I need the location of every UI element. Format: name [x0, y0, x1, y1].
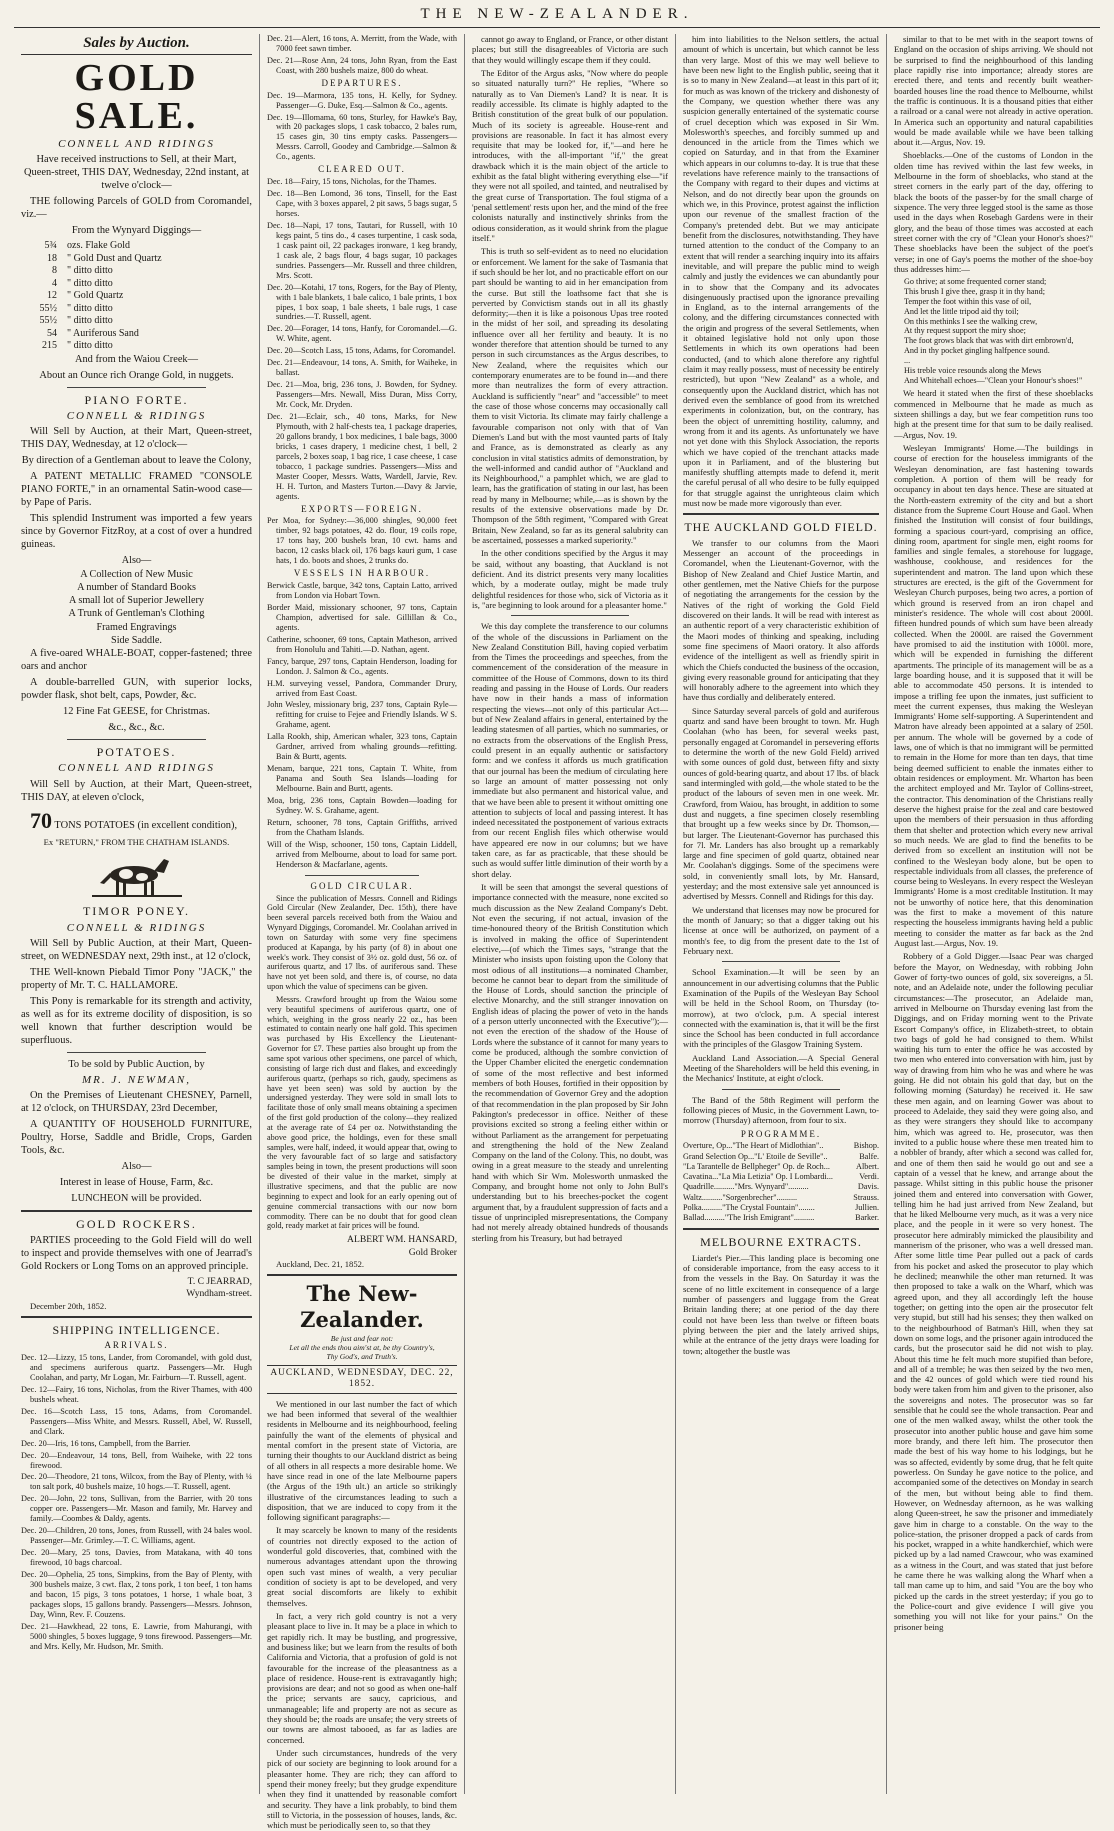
- pony-description: THE Well-known Piebald Timor Pony "JACK," the property of Mr. T. C. HALLAMORE.: [21, 966, 252, 991]
- poem: [894, 277, 1093, 385]
- piano-item: A small lot of Superior Jewellery: [69, 595, 204, 607]
- editorial-para: It will be seen that amongst the several questions of importance connected with the measure, none excited so much discussion as the New Zealand Company's Debt. Not even the securing, if not actual, invasion of the time-honoured theory of the British Constitution which is involved in making the office of Superintendent elective,—(of which the Times says, "strange that the Minister who insists upon foisting upon the Colony that most odious of all institutions—a nominated Chamber, become he cannot bear to depart from the similitude of the House of Lords, should sanction the principle of elective Monarchy, and the still stranger innovation on English ideas of placing the power of veto in the hands of a person utterly unconnected with the Executive");—not even the erection of the shadow of the House of Lords where the substance of it cannot for many years to come be produced, although the sombre conviction of the Upper Chamber elicited the energetic condemnation of some of the most reflective and best informed members of both Houses, fortified in their opposition by the recommendation of Governor Grey and the adoption of that recommendation in the plan proposed by Sir John Pakington's predecessor in office. Neither of these provisions excited so strong a feeling either within or without Parliament as the arrangement for perpetuating and strengthening the hold of the New Zealand Company on the land of the Colony. This, no doubt, was owing in a great measure to the steady and unrelenting hand with which Sir Wm. Molesworth unmasked the Company, and brought home not only to John Bull's understanding but to his breeches-pocket the cogent argument that, by a fraudulent suppression of facts and a tissue of unprincipled misrepresentations, the Company had not merely already obtained hundreds of thousands sterling from his Treasury, but had betrayed: [472, 882, 668, 1243]
- rockers-signature: T. C JEARRAD,: [187, 1275, 252, 1287]
- pony-intro: Will Sell by Public Auction, at their Mart, Queen-street, on WEDNESDAY next, 29th inst., at 12 o'clock,: [21, 937, 252, 962]
- piano-firm: CONNELL & RIDINGS: [66, 410, 207, 423]
- robbery-para: Robbery of a Gold Digger.—Isaac Pear was charged before the Mayor, on Wednesday, with robbing John Gower of forty-two ounces of gold, six sovereigns, a 5l. note, and an Adelaide note, under the following peculiar circumstances:—The prosecutor, an Adelaide man, arrived in Melbourne on Thursday evening last from the Diggings, and on Friday morning went to the Private Escort Company's office, in Elizabeth-street, to obtain two bags of gold he had consigned to them. Whilst waiting his turn to enter the office he was accosted by two men who entered into conversation with him, just by way of drawing from him who he was and where he was going. He did not obtain his gold that day, but on the following morning (Saturday) he received it. He saw these men again, and on learning Gower was about to proceed to Adelaide, they said they were going also, and as they were strangers they should like to accompany him, which was agreed to. He, prosecutor, was then invited to a public house where these men treated him to a nobbler of brandy, after which a second was called for, and one of them then said he would go out and see a captain of a vessel that he knew, and arrange about the passage. Whilst sitting in this public house the prisoner joined them and entered into conversation with Gower, telling him he had just arrived from New Zealand, but that he liked Melbourne very much, as it was a very nice place, and the people in it were so very honest. The prosecutor here admirably mimicked the plausibility and mannerism of the prisoner, who was a well dressed man. After some little time Pear pulled out a pack of cards from his pocket and asked the prosecutor to play which he declined; meanwhile the other man returned. It was then proposed to take a walk on the Wharf, which was agreed upon, and they all accordingly left the house together; on getting into the open air the prosecutor felt very stupid, but still had his senses; they then walked on to the neighbourhood of Batman's Hill, when they sat down on some logs, and the prisoner again introduced the cards, but the prosecutor said he did not wish to play. About this time he felt much more stupified than before, and all of a tremble; he was then seized by the two men, and the 42 ounces of gold which were tied round his body were taken from him and given to the prisoner, also the sovereigns and notes. The prosecutor was so far sensible that he could see the whole transaction. Pear and one of the men walked away, whilst the other took the prosecutor into another public house and gave him some more brandy, and there left him. The prosecutor then made the best of his way home to his lodgings, but he was so affected, evidently by some drug, that he felt quite powerless. On Sunday he gave notice to the police, and accompanied some of the detectives on Monday in search of the men, but without being able to find them. However, on Wednesday afternoon, as he was walking along Queen-street, he saw the prisoner and immediately gave him in charge to a constable. On the way to the police-station, the prisoner dropped a pack of cards from his pocket, wrapped in a white handkerchief, which were picked up by a lad named Crawcour, who was examined as a witness in the Court, and was stated that just before he came there he was walking along the Wharf when a tall man came up to him, and said "You are the boy who picked up the cards in the street yesterday; if you go to the Police-court and give evidence I will give you something you will not like for your pains." On the prisoner being: [894, 951, 1093, 1632]
- gold-lot: 55½ " ditto ditto: [39, 302, 113, 314]
- dateline: AUCKLAND, WEDNESDAY, DEC. 22, 1852.: [267, 1365, 457, 1394]
- list-item: Dec. 20—John, 22 tons, Sullivan, from the Barrier, with 20 tons copper ore. Passengers—Mr. Mason and family, Mr. Harvey and family.—Coombes & Daldy, agents.: [21, 1494, 252, 1524]
- band-para: The Band of the 58th Regiment will perform the following pieces of Music, in the Government Lawn, to-morrow (Thursday) afternoon, from four to six.: [683, 1094, 879, 1126]
- editorial-para: We this day complete the transference to our columns of the whole of the discussions in Parliament on the New Zealand Constitution Bill, having copied verbatim from the Times the proceedings and speeches, from the commencement of the consideration of the measure in committee of the House of Commons, down to its third reading and passing in the House of Lords. Our readers have now in their hands a mass of information respecting the views—not only of this particular Act—but of New Zealand affairs in general, entertained by the leading statesmen of all parties, which no summaries, or no extracts from the observations of the English Press, could present in an equally authentic or satisfactory form: and we confess it affords us much gratification that our journal has been the medium of circulating here so large an amount of matter possessing not only immediate but also permanent and historical value, and that we have been able to present it without omitting one attention to subjects of local and passing interest. It has indeed necessitated the postponement of various extracts from our recent English files which otherwise would have appeared ere now in our columns; but we have taken care, as far as practicable, that these should be such as would suffer little diminution of their worth by a short delay.: [472, 621, 668, 879]
- cleared-heading: CLEARED OUT.: [318, 164, 406, 175]
- list-item: Dec. 21—Moa, brig, 236 tons, J. Bowden, for Sydney. Passengers—Mrs. Newall, Miss Duran, Miss Corry, Mr. Cock, Mr. Dryden.: [267, 380, 457, 410]
- gold-from-wynyard: From the Wynyard Diggings—: [71, 225, 202, 237]
- divider: [305, 875, 419, 876]
- gold-from-waiou: And from the Waiou Creek—: [74, 353, 199, 365]
- list-item: Dec. 21—Eclair, sch., 40 tons, Marks, for New Plymouth, with 2 half-chests tea, 1 package draperies, 20 gallons brandy, 1 box medicines, 1 bale bags, 3000 bricks, 1 cases drapery, 1 medicine chest, 1 bell, 2 parcels, 2 boxes soap, 1 bag rice, 1 case cheese, 1 case tobacco, 1 package sundries. Passengers—Miss and Master Cooper, Messrs. Watts, Wardell, Jarvie, Rev. H. H. Turton, and Masters Turton.—Davy & Jarvie, agents.: [267, 412, 457, 501]
- list-item: Dec. 20—Iris, 16 tons, Campbell, from the Barrier.: [21, 1438, 191, 1448]
- divider: [67, 1052, 206, 1053]
- circular-para: Since the publication of Messrs. Connell and Ridings Gold Circular (New Zealander, Dec. 15th), there have been several parcels received both from the Waiou and Wynyard Diggings, Coromandel. Mr. Coolahan arrived in town on Saturday with some very fine specimens produced at Kapanga, by his party (of 8) in about one week's work. They consist of 3½ oz. gold dust, 56 oz. of auriferous quartz, and 17 lbs. of auriferous sand. These have not yet been sold, and there is, of course, no data upon which the value of specimens can be given.: [267, 893, 457, 992]
- list-item: Dec. 20—Scotch Lass, 15 tons, Adams, for Coromandel.: [267, 346, 456, 356]
- gold-lot: 54 " Auriferous Sand: [47, 327, 139, 339]
- poem-line: ...: [904, 355, 911, 365]
- shoeblacks-para: Shoeblacks.—One of the customs of London in the olden time has revived within the last few weeks, in Melbourne in the form of shoeblacks, who stand at the street corners in the early part of the day, offering to black the boots of the passer-by for the small charge of sixpence. The very three legged stool is the same as those used in the days when Rosebagh Gardens were in their glory, and the beau of those times was accosted at each street corner with the cry of "Clean your Honor's shoes?" These shoeblacks have been the subject of the poet's verse; in one of Gay's poems the mother of the shoe-boy thus addresses him:—: [894, 150, 1093, 274]
- editorial-para: It may scarcely be known to many of the residents of countries not directly exposed to the action of wonderful gold discoveries, that, combined with the numerous advantages attendant upon the throwing open such vast mines of wealth, a very peculiar condition of society is apt to be developed, and very great social discomforts are likely to exhibit themselves.: [267, 1525, 457, 1608]
- newman-name: MR. J. NEWMAN,: [82, 1073, 191, 1086]
- list-item: Border Maid, missionary schooner, 97 tons, Captain Champion, advertised for sale. Gillillan & Co., agents.: [267, 602, 457, 632]
- melbourne-para: similar to that to be met with in the seaport towns of England on the occasion of ships arriving. We should not be surprised to find the neighbourhood of this landing place rapidly rise into importance; already stores are erected there, and tents and recently built weather-boarded houses line the road thence to Melbourne, whilst the traffic is continuous. It is a thousand pities that either a railroad or a canal were not already in active operation. In America such an opportunity and natural capabilities would be made available while we have been talking about it.—Argus, Nov. 19.: [894, 34, 1093, 148]
- melbourne-heading: MELBOURNE EXTRACTS.: [700, 1235, 862, 1250]
- list-item: "La Tarantelle de Bellpheger" Op. de Roch... Albert.: [683, 1161, 879, 1171]
- poem-line: At thy request support the miry shoe;: [904, 326, 1026, 336]
- piano-intro: Will Sell by Auction, at their Mart, Queen-street, THIS DAY, Wednesday, at 12 o'clock—: [21, 426, 252, 451]
- list-item: Dec. 20—Theodore, 21 tons, Wilcox, from the Bay of Plenty, with ¼ ton salt pork, 40 bushels maize, 10 hogs.—T. Russell, agent.: [21, 1472, 252, 1492]
- potatoes-ex: Ex "RETURN," FROM THE CHATHAM ISLANDS.: [43, 837, 230, 848]
- motto-line: Let all the ends thou aim'st at, be thy Country's,: [289, 1342, 435, 1352]
- arrivals-continued: [267, 34, 457, 76]
- departures-list: [267, 91, 457, 163]
- newman-intro: To be sold by Public Auction, by: [68, 1058, 205, 1070]
- editorial-para: We mentioned in our last number the fact of which we had been informed that several of the wealthier residents in Melbourne and its neighbourhood, feeling painfully the want of the elements of physical and mental comfort in the present state of Victoria, are turning their thoughts to our Auckland district as being of all others in all respects a more desirable home. We have since read in one of the late Melbourne papers (the Argus of the 19th ult.) an article so strikingly illustrative of the circumstances leading to such a disposition, that we are induced to copy from it the following significant paragraphs:—: [267, 1398, 457, 1523]
- divider: [67, 387, 206, 388]
- divider: [683, 513, 879, 515]
- list-item: Dec. 20—Forager, 14 tons, Hanfy, for Coromandel.—G. W. White, agent.: [267, 324, 457, 344]
- list-item: Dec. 20—Kotahi, 17 tons, Rogers, for the Bay of Plenty, with 1 bale blankets, 1 bale calico, 1 bale prints, 1 box pipes, 1 box soap, 1 bale sheets, 1 bale rugs, 1 case sundries.—T. Russell, agent.: [267, 282, 457, 322]
- potatoes-lot: 70 TONS POTATOES (in excellent condition),: [30, 807, 238, 833]
- list-item: Waltz.........."Sorgenbrecher".......... Strauss.: [683, 1192, 879, 1202]
- whaleboat: A five-oared WHALE-BOAT, copper-fastened; three oars and anchor: [21, 648, 252, 673]
- exports-text: Per Moa, for Sydney:—36,000 shingles, 90,000 feet timber, 92 bags potatoes, 42 do. flour, 19 coils rope, 17 tons hay, 200 bushels bran, 10 cwt. hams and bacon, 12 casks black oil, 176 bags kauri gum, 1 case hats, 1 do. boots and shoes, 2 trunks do.: [267, 516, 457, 566]
- circular-date: Auckland, Dec. 21, 1852.: [276, 1259, 365, 1270]
- rockers-body: PARTIES proceeding to the Gold Field will do well to inspect and provide themselves with one of Jearrad's Gold Rockers or Long Toms on an approved principle.: [21, 1234, 252, 1272]
- editorial-para: In the other conditions specified by the Argus it may be said, without any boasting, that Auckland is not deficient. And its district presents very many localities which, by a moderate outlay, might be made truly delightful residences for those who, sick of Victoria as it is, "are beginning to look around for a pleasanter home.": [472, 548, 668, 610]
- list-item: Catherine, schooner, 69 tons, Captain Matheson, arrived from Honolulu and Tahiti.—D. Nathan, agent.: [267, 634, 457, 654]
- editorial-para: him into liabilities to the Nelson settlers, the actual amount of which is uncertain, but which cannot be less than very large. Most of this we may well believe to have been new light to the English public, seeing that it is so to many in New Zealand—at least in this part of it; for much as was known of the trickery and dishonesty of the Company, we question whether there was any suspicion generally entertained of the systematic course of cruel deception which was exposed in Sir Wm. Molesworth's speeches, and forcibly summed up and denounced in the article from the Times which we copied on Saturday, and in that from the Examiner which appears in our columns to-day. It is true that these revelations have reference mainly to the transactions of the Company with regard to their dupes and victims at Nelson, and do not directly bear upon the grounds on which we, in this Province, protest against the infliction upon our revenue of the smallest fraction of the Company's pretended debt. But we may anticipate benefit from the disclosures, notwithstanding. They have turned attention to the conduct of the Company to an extent that will render a searching inquiry into its affairs inevitable, and will prepare the public mind to weigh calmly and justly the evidences we can abundantly pour in to show that the Company and its advocates disingenuously practised upon the ignorance prevailing in England, as to the internal arrangements of the colony, and the differing circumstances connected with the origin and progress of the several Settlements, when it obtained legislative hold not only upon those Settlements in which its own operations had been conducted, (and to which alone therefore any rightful claim it may really possess, must of necessity be entirely restricted), but upon "New Zealand" as a whole, and consequently upon the Auckland district, which has not derived even the semblance of good from its wretched experiments in colonization, but, on the contrary, has been the object of unremitting hostility, calumny, and wrong from it and its agents. As unfortunately we have not yet done with this Shylock Association, the reports which we have copied of the trenchant attacks made upon it in Parliament, and of the blustering but manifestly shuffling attempts made to defend it, merit the careful perusal of all who desire to be fully equipped for that struggle against the unrighteous claim which must now be made more vigorously than ever.: [683, 34, 879, 509]
- column-4: [675, 34, 886, 1794]
- gold-sale-title: GOLD SALE.: [74, 57, 199, 137]
- list-item: Lalla Rookh, ship, American whaler, 323 tons, Captain Gardner, arrived from whaling grounds—refitting. Bain & Burtt, agents.: [267, 732, 457, 762]
- nz-title: The New-Zealander.: [300, 1281, 424, 1332]
- gold-field-para: We understand that licenses may now be procured for the month of January; so that a digger taking out his license at once will be authorized, on payment of a month's fee, to dig from the present date to the 1st of February next.: [683, 904, 879, 956]
- luncheon: LUNCHEON will be provided.: [71, 1193, 202, 1205]
- exports-heading: EXPORTS—FOREIGN.: [301, 503, 423, 514]
- piano-item: A Collection of New Music: [80, 568, 193, 580]
- editorial-para: The Editor of the Argus asks, "Now where do people so situated naturally turn?" He replies, "Where so naturally as to Van Diemen's Land? It is near. It is readily accessible. Its climate is highly adapted to the British constitution of the great bulk of our population. Much of its society is agreeable. House-rent and provisions are reasonable. In fact it has almost every requisite that may be looked for, if,"—and here he introduces, with the all-important "if," the great drawback which it is the main object of the article to exhibit as the fatal blight withering everything else—"if they were not all spoiled, and tainted, and neutralised by the great curse of Transportation. The foul stigma of a 'penal settlement' rests upon her, and the mind of the free colonists naturally and instinctively shrinks from the odious consideration, as it would shrink from the plague itself.": [472, 67, 668, 243]
- column-1: [14, 34, 259, 1794]
- gold-field-para: Since Saturday several parcels of gold and auriferous quartz and sand have been brought to town. Mr. Hugh Coolahan (who has been, for several weeks past, personally engaged at Coromandel in persevering efforts to determine the worth of the new Gold Field) arrived with some ounces of gold dust, between fifty and sixty ounces of gold-bearing quartz, and about 17 lbs. of black sand intermingled with gold,—the whole stated to be the product of the labours of seven men in one week. Mr. Crawford, from Waiou, has brought, in addition to some dust and nuggets, a fine specimen closely resembling that brought up a few weeks since by Dr. Thomson,—but larger. The Lieutenant-Governor has purchased this for 7l. Mr. Landers has also brought up a remarkably large and fine specimen of gold quartz, obtained near Mr. Coolahan's diggings. Some of the specimens were sold, in conveniently small lots, by Mr. Hansard, yesterday; and the most extensive sale yet announced is advertised by Messrs. Connell and Ridings for this day.: [683, 705, 879, 902]
- gold-lot: 55½ " ditto ditto: [39, 315, 113, 327]
- potatoes-firm: CONNELL AND RIDINGS: [58, 762, 215, 775]
- list-item: Dec. 18—Fairy, 15 tons, Nicholas, for the Thames.: [267, 177, 437, 187]
- list-item: Dec. 20—Mary, 25 tons, Davies, from Matakana, with 40 tons firewood, 10 bags charcoal.: [21, 1548, 252, 1568]
- arrivals-list: [21, 1353, 252, 1652]
- column-3: [464, 34, 675, 1794]
- melbourne-para: Liardet's Pier.—This landing place is becoming one of considerable importance, from the easy access to it from the vessels in the Bay. On Saturday it was the scene of no little excitement in consequence of a large number of passengers and luggage from the Great Britain landing there; at one period of the day there could not have been less than twelve or fifteen boats plying between the pier and the lately arrived ships, while at the entrance of the jetty drays were loading for town; altogether the bustle was: [683, 1252, 879, 1356]
- list-item: Return, schooner, 78 tons, Captain Griffiths, arrived from the Chatham Islands.: [267, 817, 457, 837]
- piano-item: A Trunk of Gentleman's Clothing: [68, 608, 205, 620]
- divider: [21, 1210, 252, 1212]
- poem-line: On this methinks I see the walking crew,: [904, 316, 1038, 326]
- list-item: Dec. 21—Rose Ann, 24 tons, John Ryan, from the East Coast, with 280 bushels maize, 800 do wheat.: [267, 55, 457, 75]
- poem-line: This brush I give thee, grasp it in thy hand;: [904, 287, 1045, 297]
- wesleyan-para: Wesleyan Immigrants' Home.—The buildings in course of erection for the houseless immigrants of the Wesleyan denomination, are fast hastening towards completion. A portion of them will be ready for occupancy in about ten days hence. These are situated at the North-eastern extremity of the city and but a short distance from the Supreme Court House and Gaol. When finished the Institution will consist of four buildings, forming a spacious court-yard, comprising an office, dining room, apartment for single men, eight rooms for families and single females, a storehouse for luggage, washhouse, cookhouse, and residences for the superintendent and matron. The land upon which these structures are erected, is the gift of the Government for Wesleyan Church purposes, being two acres, a portion of which ground is reserved from an iron chapel and minister's residence. The whole will cost about 2000l. fifteen hundred pounds of which sum have been already collected. When the 2000l. are raised the Government have promised to aid the institution with 1000l. more, which will be expended in furnishing the different apartments. The principle of its management will be as a large boarding house, and it is supposed that it will be able to accommodate 450 persons. It is intended to impose a trifling fee upon the inmates, just sufficient to meet the current expenses, thus making the Wesleyan Immigrants' Home self-supporting. A Superintendent and Matron have already been appointed at a salary of 250l. per annum. The whole will be governed by a code of laws, one of which is that no immigrant will be permitted to remain in the Home for more than ten days, that time being deemed sufficient to enable the inmates either to obtain residences or employment. Mr. Wharton has been the architect employed and Mr. Taylor of Collins-street, the contractor. This denomination of the Christians really deserve the highest praise for the zeal and care bestowed upon the members of their persuasion in thus affording them that shelter and protection which every new arrival so much needs. We are glad to find the benefits to be derived from so excellent an institution will not be confined to the Wesleyan body alone, but be open to respectable individuals from all classes, the preference of course being to Wesleyans. In every respect the Wesleyan Immigrants' Home is a most creditable Institution. It may not be unworthy of notice here, that this denomination was the first to make a movement of this nature respecting the houseless immigrants having held a public meeting to consider the matter as far back as the 2nd August last.—Argus, Nov. 19.: [894, 443, 1093, 949]
- list-item: Fancy, barque, 297 tons, Captain Henderson, loading for London. J. Salmon & Co., agents.: [267, 656, 457, 676]
- divider: [511, 615, 629, 616]
- harbour-heading: VESSELS IN HARBOUR.: [293, 568, 431, 579]
- list-item: Dec. 12—Fairy, 16 tons, Nicholas, from the River Thames, with 400 bushels wheat.: [21, 1384, 252, 1404]
- potatoes-quantity: 70: [30, 807, 52, 833]
- gold-sale-intro: Have received instructions to Sell, at their Mart, Queen-street, THIS DAY, Wednesday, 22nd instant, at twelve o'clock—: [24, 154, 249, 192]
- motto-line: Be just and fear not:: [330, 1333, 394, 1343]
- list-item: Dec. 20—Ophelia, 25 tons, Simpkins, from the Bay of Plenty, with 300 bushels maize, 3 cwt. flax, 2 tons pork, 1 ton beef, 1 ton hams and bacon, 15 pigs, 3 tons potatoes, 1 horse, 1 whale boat, 3 packages slops, 15 gallons brandy. Passengers—Messrs. Johnson, Day, Winn, Rev. F. Couzens.: [21, 1570, 252, 1619]
- list-item: Ballad.........."The Irish Emigrant".......... Barker.: [683, 1213, 879, 1223]
- list-item: Dec. 20—Children, 20 tons, Jones, from Russell, with 24 bales wool. Passenger—Mr. Grimley.—T. C. Williams, agent.: [21, 1526, 252, 1546]
- list-item: Polka.........."The Crystal Fountain"........ Jullien.: [683, 1202, 879, 1212]
- piano-item: Side Saddle.: [111, 634, 162, 646]
- list-item: Dec. 18—Ben Lomond, 36 tons, Tinsell, for the East Cape, with 3 boxes apparel, 2 pit saws, 5 bags sugar, 5 horses.: [267, 189, 458, 218]
- potatoes-heading: POTATOES.: [96, 745, 177, 760]
- piano-item: Framed Engravings: [96, 621, 177, 633]
- divider: [21, 1316, 252, 1318]
- poem-line: And let the little tripod aid thy toil;: [904, 306, 1019, 316]
- piano-description: A PATENT METALLIC FRAMED "CONSOLE PIANO FORTE," in an ornamental Satin-wood case—by Pape of Paris.: [21, 471, 252, 509]
- circular-signature: ALBERT WM. HANSARD,: [347, 1234, 457, 1246]
- circular-heading: GOLD CIRCULAR.: [310, 880, 414, 891]
- newman-also: Also—: [121, 1161, 152, 1173]
- list-item: Moa, brig, 236 tons, Captain Bowden—loading for Sydney. W. S. Grahame, agent.: [267, 796, 457, 815]
- pony-heading: TIMOR PONEY.: [82, 904, 191, 919]
- list-item: H.M. surveying vessel, Pandora, Commander Drury, arrived from East Coast.: [267, 678, 457, 698]
- piano-import: This splendid Instrument was imported a few years since by Governor FitzRoy, at a cost of over a hundred guineas.: [21, 513, 252, 551]
- programme-list: [683, 1141, 879, 1223]
- programme-heading: PROGRAMME.: [740, 1128, 822, 1139]
- editorial-para: In fact, a very rich gold country is not a very pleasant place to live in. It may be a place in which to get rapidly rich. It may be bustling, and progressive, and business like; but we learn from the results of both California and Victoria, that a profusion of gold is not favourable for the increase of the pleasantness as a place of residence. House-rent is extravagantly high; provisions are dear; and not so good as when one-half the price; servants are saucy, capricious, and unmanageable; life and property are not as secure as they should be; the roads are unsafe; the very streets of our towns are almost tabooed, as far as ladies are concerned.: [267, 1610, 457, 1745]
- gold-lot: 5¾ ozs. Flake Gold: [44, 240, 131, 252]
- list-item: Dec. 19—Marmora, 135 tons, H. Kelly, for Sydney. Passenger—G. Duke, Esq.—Salmon & Co., agents.: [267, 90, 457, 110]
- list-item: Dec. 21—Hawkhead, 22 tons, E. Lawrie, from Mahurangi, with 5000 shingles, 5 boxes luggage, 9 tons firewood. Passengers—Mr. and Mrs. Kelly, Mr. Hudson, Mr. Smith.: [21, 1621, 252, 1651]
- divider: [267, 1274, 457, 1276]
- school-para: School Examination.—It will be seen by an announcement in our advertising columns that the Public Examination of the Pupils of the Wesleyan Bay School will be held in the School Room, on Thursday (to-morrow), at two o'clock, p.m. A special interest connected with the examination is, that it will be the first since the School has been conducted in full accordance with the principles of the Glasgow Training System.: [683, 967, 879, 1050]
- land-association-para: Auckland Land Association.—A Special General Meeting of the Shareholders will be held this evening, in the Mechanics' Institute, at eight o'clock.: [683, 1052, 879, 1084]
- column-2: [259, 34, 464, 1831]
- gold-lots: [21, 240, 252, 353]
- newman-where: On the Premises of Lieutenant CHESNEY, Parnell, at 12 o'clock, on THURSDAY, 23rd December,: [21, 1090, 252, 1115]
- poem-line: Go thrive; at some frequented corner stand;: [904, 277, 1047, 287]
- motto-line: Thy God's, and Truth's.: [326, 1352, 398, 1362]
- gun: A double-barrelled GUN, with superior locks, powder flask, shot belt, caps, Powder, &c.: [21, 677, 252, 702]
- cleared-list: [267, 177, 457, 502]
- list-item: John Wesley, missionary brig, 237 tons, Captain Ryle—refitting for cruise to Fejee and Friendly Islands. W S. Grahame, agent.: [267, 700, 457, 730]
- arrivals-heading: ARRIVALS.: [104, 1340, 169, 1351]
- sales-heading: Sales by Auction.: [21, 34, 252, 55]
- poem-line: The foot grows black that was with dirt embrown'd,: [904, 336, 1074, 346]
- harbour-list: [267, 581, 457, 870]
- poem-line: And in thy pocket gingling halfpence sound.: [904, 346, 1050, 356]
- piano-also: Also—: [121, 555, 152, 567]
- list-item: Dec. 12—Lizzy, 15 tons, Lander, from Coromandel, with gold dust, and specimens auriferous quartz. Passengers—Mr. Hugh Coolahan, and party, Mr Logan, Mr. Fairburn—T. Russell, agent.: [21, 1353, 252, 1382]
- potatoes-intro: Will Sell by Auction, at their Mart, Queen-street, THIS DAY, at eleven o'clock,: [21, 778, 252, 803]
- editorial-para: This is truth so self-evident as to need no elucidation or enforcement. We lament for the sake of Tasmania that if such should be her lot, and no practicable effort on our part should be wanting to aid in her emancipation from the curse. But still the loathsome fact that she is perverted by Convictism stands out in all its ghastly deformity;—then it is like a poisonous Upas tree rooted in the midst of her soil, and spreading its desolating influence over all her fertility and beauty. It is no wonder therefore that attention should be turned to any person in such circumstances as the Argus describes, to New Zealand, where the requisites which our contemporary enumerates are to be found in—and there more than neutralizes the form of every attraction. Auckland is sufficiently "near" and "accessible" to meet the case of those whose concerns may occasionally call them to visit Victoria. Its climate may fairly challenge a favourable comparison not only with that of Van Diemen's Land but with the most vaunted parts of Italy and France, as is demonstrated as clearly as any conclusion in vital statistics admits of demonstration, by the well-informed and candid author of "Auckland and its Neighbourhood," a pamphlet which, we are glad to learn, has the gratification of stating in our last, has been read by many in Melbourne; while,—as is shown by the results of the extensive observations made by Dr. Thompson of the 58th regiment, "Compared with Great Britain, New Zealand, so far as its general salubrity can be ascertained, possesses a marked superiority.": [472, 246, 668, 545]
- newman-lease: Interest in lease of House, Farm, &c.: [59, 1177, 214, 1189]
- rockers-address: Wyndham-street.: [186, 1288, 252, 1300]
- poem-line: And Whitehall echoes—"Clean your Honour's shoes!": [904, 375, 1083, 385]
- piano-heading: PIANO FORTE.: [84, 392, 189, 407]
- horse-icon: [92, 853, 182, 899]
- list-item: Will of the Wisp, schooner, 150 tons, Captain Liddell, arrived from Melbourne, about to load for same port. Henderson & Macfarlane, agents.: [267, 839, 457, 869]
- gold-lot: 4 " ditto ditto: [52, 277, 113, 289]
- editorial-para: Under such circumstances, hundreds of the very pick of our society are beginning to look around for a pleasanter home. They are rich; they can afford to spend their money freely; but they grudge expenditure when they find it unattended by reasonable comfort and security. They have a link probably, to bind them still to Victoria, in the possession of houses, lands, &c. which must be periodically seen to, so that they: [267, 1748, 457, 1831]
- gold-sale-following: THE following Parcels of GOLD from Coromandel, viz.—: [21, 196, 252, 221]
- divider: [722, 1089, 840, 1090]
- list-item: Menam, barque, 221 tons, Captain T. White, from Panama and South Sea Islands—loading for Melbourne. Bain and Burtt, agents.: [267, 764, 457, 794]
- list-item: Dec. 21—Endeavour, 14 tons, A. Smith, for Waiheke, in ballast.: [267, 358, 457, 378]
- pony-firm: CONNELL & RIDINGS: [66, 921, 207, 934]
- rockers-heading: GOLD ROCKERS.: [76, 1217, 197, 1232]
- shipping-heading: SHIPPING INTELLIGENCE.: [52, 1322, 221, 1337]
- poem-line: Temper the foot within this vase of oil,: [904, 296, 1032, 306]
- gold-sale-firm: CONNELL AND RIDINGS: [58, 138, 215, 150]
- piano-direction: By direction of a Gentleman about to leave the Colony,: [21, 455, 252, 467]
- list-item: Overture, Op..."The Heart of Midlothian".. Bishop.: [683, 1141, 879, 1151]
- list-item: Grand Selection Op..."L' Etoile de Seville".. Balfe.: [683, 1151, 879, 1161]
- gold-lot: 215 " ditto ditto: [42, 340, 113, 352]
- list-item: Dec. 16—Scotch Lass, 15 tons, Adams, from Coromandel. Passengers—Miss White, and Messrs. Russell, Abel, W. Russell, and Clark.: [21, 1406, 252, 1436]
- list-item: Dec. 21—Alert, 16 tons, A. Merritt, from the Wade, with 7000 feet sawn timber.: [267, 34, 457, 53]
- etc: &c., &c., &c.: [108, 722, 165, 734]
- pony-body: This Pony is remarkable for its strength and activity, as well as for its extreme docility of disposition, is so well known that further description would be superfluous.: [21, 995, 252, 1046]
- rockers-date: December 20th, 1852.: [30, 1300, 107, 1311]
- circular-para: Messrs. Crawford brought up from the Waiou some very beautiful specimens of auriferous quartz, one of which, weighing in the gross nearly 22 oz., has been estimated to contain nearly one half gold. This specimen was purchased by His Excellency the Lieutenant-Governor for £7. These parties also brought up from the same spot various other specimens, one parcel of which, consisting of large rich dust and flakes, and exceedingly auriferous quartz, (perhaps so rich, gaudy, specimens as have yet been seen) was sold by auction by the undersigned yesterday. They were sold in small lots to facilitate those of only small means obtaining a specimen of the first gold production of the colony—they realized at the average rate of £4 per oz. Notwithstanding the above good price, the holdings, even for these small samples, were half, indeed, it would appear that, owing to the very favourable fact of so large and satisfactory samples being in town, the present productions will soon be divested of their value in the market, simply at illustrative specimens, and that the public are now beginning to expect and look for an early opening out of genuine commercial transactions with our now born commodity. There can be no doubt that for good clean gold, ready market at fair prices will be found.: [267, 994, 457, 1231]
- gold-field-heading: THE AUCKLAND GOLD FIELD.: [684, 520, 878, 535]
- newman-description: A QUANTITY OF HOUSEHOLD FURNITURE, Poultry, Horse, Saddle and Bridle, Crops, Garden Tools, &c.: [21, 1119, 252, 1157]
- geese: 12 Fine Fat GEESE, for Christmas.: [63, 706, 210, 718]
- shoeblacks-close: We heard it stated when the first of these shoeblacks commenced in Melbourne that he made as much as sixteen shillings a day, but we fear competition runs too high at the present time for that sum to be daily realised.—Argus, Nov. 19.: [894, 388, 1093, 440]
- masthead: THE NEW-ZEALANDER.: [14, 6, 1100, 28]
- columns: [14, 34, 1100, 1831]
- list-item: Quadrille.........."Mrs. Wynyard".......... Davis.: [683, 1182, 879, 1192]
- piano-item: A number of Standard Books: [77, 581, 196, 593]
- gold-field-para: We transfer to our columns from the Maori Messenger an account of the proceedings in Coromandel, when the Lieutenant-Governor, with the Bishop of New Zealand and Chief Justice Martin, and other gentlemen, met the Native Chiefs for the purpose of negotiating the arrangements for the cession by the Natives of the right of working the Gold Field discovered on their lands. It will be read with interest as an authentic report of a very characteristic exhibition of the Maori modes of thinking and speaking, including some fine specimens of Maori oratory. It also affords evidence of the intelligent as well as friendly spirit in which the Chiefs conducted the business of the occasion, giving every reasonable ground for anticipating that they will honorably adhere to the agreement into which they have thus cordially and deliberately entered.: [683, 537, 879, 703]
- gold-lot: 18 " Gold Dust and Quartz: [47, 252, 162, 264]
- circular-signature-title: Gold Broker: [408, 1246, 457, 1258]
- gold-lot: 12 " Gold Quartz: [47, 290, 124, 302]
- divider: [67, 739, 206, 740]
- list-item: Berwick Castle, barque, 342 tons, Captain Latto, arrived from London via Hobart Town.: [267, 580, 457, 600]
- list-item: Dec. 19—Illomama, 60 tons, Sturley, for Hawke's Bay, with 20 packages slops, 1 cask tobacco, 2 bales rum, 15 cases gin, 30 tins empty casks. Passengers—Messrs. Carroll, Goodey and Cambridge.—Salmon & Co., agents.: [267, 112, 457, 162]
- list-item: Cavatina..."La Mia Letizia" Op. I Lombardi... Verdi.: [683, 1172, 879, 1182]
- list-item: Dec. 18—Napi, 17 tons, Tautari, for Russell, with 10 kegs paint, 5 tins do., 4 cases turpentine, 1 cask soda, 1 cask paint oil, 22 packages ironware, 1 keg brandy, 1 cask ale, 2 bags flour, 4 bags sugar, 10 packages sundries. Passengers—Mr. Russell and three children, Mrs. Scott.: [267, 220, 457, 280]
- poem-line: His treble voice resounds along the Mews: [904, 365, 1042, 375]
- list-item: Dec. 20—Endeavour, 14 tons, Bell, from Waiheke, with 22 tons firewood.: [21, 1450, 252, 1470]
- column-5: [886, 34, 1100, 1794]
- editorial-para: cannot go away to England, or France, or other distant places; but still the disagreeables of Victoria are such that they would willingly escape them if they could.: [472, 34, 668, 65]
- divider: [683, 1228, 879, 1230]
- divider: [722, 961, 840, 962]
- gold-ounce: About an Ounce rich Orange Gold, in nuggets.: [39, 369, 234, 381]
- gold-lot: 8 " ditto ditto: [52, 265, 113, 277]
- departures-heading: DEPARTURES.: [321, 77, 403, 88]
